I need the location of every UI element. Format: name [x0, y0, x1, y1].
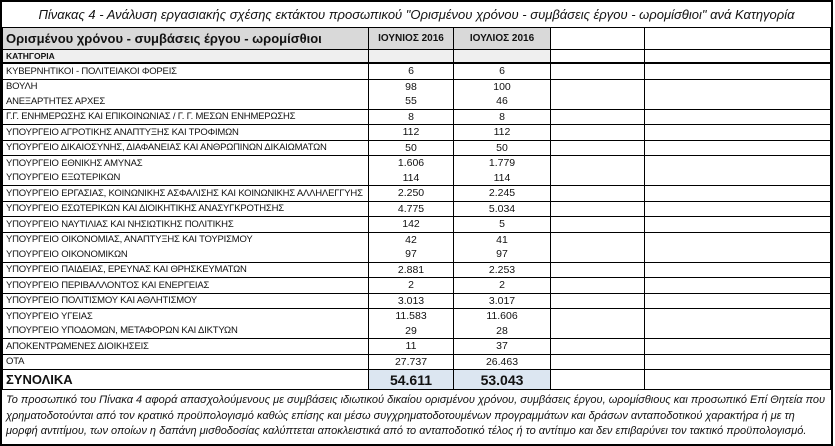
empty-column-header-2	[645, 28, 831, 50]
july-value: 50	[454, 140, 551, 156]
july-value: 3.017	[454, 293, 551, 309]
table-row	[3, 278, 831, 294]
empty-cell-2	[645, 293, 831, 309]
empty-cell-2	[645, 140, 831, 156]
empty-column-header-1	[551, 28, 645, 50]
empty-cell-1	[551, 324, 645, 339]
category-label: ΥΠΟΥΡΓΕΙΟ ΠΕΡΙΒΑΛΛΟΝΤΟΣ ΚΑΙ ΕΝΕΡΓΕΙΑΣ	[3, 278, 369, 294]
july-value: 5.034	[454, 201, 551, 217]
header-row	[3, 28, 831, 50]
category-label: ΚΥΒΕΡΝΗΤΙΚΟΙ - ΠΟΛΙΤΕΙΑΚΟΙ ΦΟΡΕΙΣ	[3, 63, 369, 79]
subheader-katigoria: ΚΑΤΗΓΟΡΙΑ	[3, 50, 369, 64]
subheader-empty-cell-1	[551, 50, 645, 64]
category-label: ΥΠΟΥΡΓΕΙΟ ΟΙΚΟΝΟΜΙΑΣ, ΑΝΑΠΤΥΞΗΣ ΚΑΙ ΤΟΥΡΙΣΜΟΥ	[3, 232, 369, 247]
table-row	[3, 232, 831, 247]
category-label: ΥΠΟΥΡΓΕΙΟ ΝΑΥΤΙΛΙΑΣ ΚΑΙ ΝΗΣΙΩΤΙΚΗΣ ΠΟΛΙΤΙΚΗΣ	[3, 217, 369, 233]
july-value: 2	[454, 278, 551, 294]
empty-cell-1	[551, 339, 645, 355]
category-label: ΥΠΟΥΡΓΕΙΟ ΥΓΕΙΑΣ	[3, 309, 369, 324]
empty-cell-1	[551, 293, 645, 309]
table-row	[3, 156, 831, 171]
empty-cell-1	[551, 278, 645, 294]
table-row	[3, 186, 831, 202]
empty-cell-2	[645, 156, 831, 171]
june-value: 98	[369, 79, 454, 94]
table-row	[3, 171, 831, 186]
june-value: 112	[369, 125, 454, 141]
empty-cell-2	[645, 309, 831, 324]
footnote: Το προσωπικό του Πίνακα 4 αφορά απασχολούμενους με συμβάσεις ιδιωτικού δικαίου ορισμένου χρόνου, συμβάσεις έργου, ωρομίσθιους και προσωπικό Επί Θητεία που χρηματοδοτούνται από τον κρατικό προϋπολογισμό καθώς επίσης και μέσω συγχρηματοδοτουμένων προγραμμάτων και δράσων ανταποδοτικού χαρακτήρα ή με τη μορφή αντιτίμου, των οποίων η δαπάνη μισθοδοσίας καλύπτεται αποκλειστικά από το ανταποδοτικό τέλος ή το αντίτιμο και δεν επιβαρύνει τον τακτικό προϋπολογισμό.	[6, 394, 825, 437]
table-body	[3, 63, 831, 390]
empty-cell-1	[551, 262, 645, 278]
june-value: 114	[369, 171, 454, 186]
june-value: 11.583	[369, 309, 454, 324]
totals-row	[3, 370, 831, 390]
category-label: ΥΠΟΥΡΓΕΙΟ ΑΓΡΟΤΙΚΗΣ ΑΝΑΠΤΥΞΗΣ ΚΑΙ ΤΡΟΦΙΜΩΝ	[3, 125, 369, 141]
table-row	[3, 262, 831, 278]
category-label: ΥΠΟΥΡΓΕΙΟ ΕΞΩΤΕΡΙΚΩΝ	[3, 171, 369, 186]
july-value: 112	[454, 125, 551, 141]
category-label: Γ.Γ. ΕΝΗΜΕΡΩΣΗΣ ΚΑΙ ΕΠΙΚΟΙΝΩΝΙΑΣ / Γ. Γ. ΜΕΣΩΝ ΕΝΗΜΕΡΩΣΗΣ	[3, 109, 369, 125]
june-value: 2.250	[369, 186, 454, 202]
empty-cell-1	[551, 186, 645, 202]
subheader-empty-cell-2	[645, 50, 831, 64]
june-value: 6	[369, 63, 454, 79]
empty-cell-1	[551, 156, 645, 171]
table-row	[3, 125, 831, 141]
empty-cell-1	[551, 354, 645, 370]
empty-cell-2	[645, 94, 831, 109]
july-value: 26.463	[454, 354, 551, 370]
june-value: 8	[369, 109, 454, 125]
table-row	[3, 140, 831, 156]
empty-cell-2	[645, 262, 831, 278]
empty-cell-1	[551, 109, 645, 125]
empty-cell-2	[645, 354, 831, 370]
empty-cell-2	[645, 186, 831, 202]
july-value: 97	[454, 247, 551, 262]
totals-july-value: 53.043	[454, 370, 551, 390]
table-row	[3, 293, 831, 309]
empty-cell-2	[645, 339, 831, 355]
category-label: ΥΠΟΥΡΓΕΙΟ ΕΘΝΙΚΗΣ ΑΜΥΝΑΣ	[3, 156, 369, 171]
july-value: 2.245	[454, 186, 551, 202]
empty-cell-1	[551, 140, 645, 156]
july-value: 41	[454, 232, 551, 247]
category-label: ΥΠΟΥΡΓΕΙΟ ΠΑΙΔΕΙΑΣ, ΕΡΕΥΝΑΣ ΚΑΙ ΘΡΗΣΚΕΥΜΑΤΩΝ	[3, 262, 369, 278]
totals-june-value: 54.611	[369, 370, 454, 390]
june-value: 50	[369, 140, 454, 156]
table-row	[3, 247, 831, 262]
category-label: ΟΤΑ	[3, 354, 369, 370]
july-value: 1.779	[454, 156, 551, 171]
empty-cell-1	[551, 232, 645, 247]
table-row	[3, 324, 831, 339]
june-value: 11	[369, 339, 454, 355]
empty-cell-2	[645, 201, 831, 217]
july-value: 46	[454, 94, 551, 109]
table-row	[3, 109, 831, 125]
empty-cell-2	[645, 217, 831, 233]
personnel-data-table	[2, 27, 831, 390]
empty-cell-2	[645, 79, 831, 94]
empty-cell-2	[645, 247, 831, 262]
category-label: ΥΠΟΥΡΓΕΙΟ ΕΣΩΤΕΡΙΚΩΝ ΚΑΙ ΔΙΟΙΚΗΤΙΚΗΣ ΑΝΑΣΥΓΚΡΟΤΗΣΗΣ	[3, 201, 369, 217]
table-row	[3, 79, 831, 94]
totals-label: ΣΥΝΟΛΙΚΑ	[3, 370, 369, 390]
june-value: 2	[369, 278, 454, 294]
category-label: ΥΠΟΥΡΓΕΙΟ ΥΠΟΔΟΜΩΝ, ΜΕΤΑΦΟΡΩΝ ΚΑΙ ΔΙΚΤΥΩΝ	[3, 324, 369, 339]
empty-cell-1	[551, 217, 645, 233]
column-header-category: Ορισμένου χρόνου - συμβάσεις έργου - ωρομίσθιοι	[3, 28, 369, 50]
table-row	[3, 94, 831, 109]
category-label: ΑΠΟΚΕΝΤΡΩΜΕΝΕΣ ΔΙΟΙΚΗΣΕΙΣ	[3, 339, 369, 355]
june-value: 97	[369, 247, 454, 262]
july-value: 5	[454, 217, 551, 233]
june-value: 29	[369, 324, 454, 339]
july-value: 8	[454, 109, 551, 125]
empty-cell-1	[551, 63, 645, 79]
table-title: Πίνακας 4 - Ανάλυση εργασιακής σχέσης εκτάκτου προσωπικού "Ορισμένου χρόνου - συμβάσεις έργου - ωρομίσθιοι" ανά Κατηγορία	[38, 7, 795, 22]
empty-cell-2	[645, 171, 831, 186]
june-value: 1.606	[369, 156, 454, 171]
june-value: 42	[369, 232, 454, 247]
category-label: ΒΟΥΛΗ	[3, 79, 369, 94]
category-label: ΥΠΟΥΡΓΕΙΟ ΠΟΛΙΤΙΣΜΟΥ ΚΑΙ ΑΘΛΗΤΙΣΜΟΥ	[3, 293, 369, 309]
column-header-july-2016: ΙΟΥΛΙΟΣ 2016	[454, 28, 551, 50]
category-label: ΥΠΟΥΡΓΕΙΟ ΟΙΚΟΝΟΜΙΚΩΝ	[3, 247, 369, 262]
june-value: 3.013	[369, 293, 454, 309]
empty-cell-2	[645, 324, 831, 339]
table-row	[3, 63, 831, 79]
empty-cell-2	[645, 63, 831, 79]
june-value: 27.737	[369, 354, 454, 370]
july-value: 37	[454, 339, 551, 355]
empty-cell-1	[551, 309, 645, 324]
june-value: 142	[369, 217, 454, 233]
june-value: 2.881	[369, 262, 454, 278]
table-row	[3, 339, 831, 355]
july-value: 114	[454, 171, 551, 186]
subheader-june-cell	[369, 50, 454, 64]
table-row	[3, 201, 831, 217]
empty-cell-1	[551, 201, 645, 217]
table-row	[3, 217, 831, 233]
table-row	[3, 354, 831, 370]
subheader-row	[3, 50, 831, 64]
table-row	[3, 309, 831, 324]
empty-cell-1	[551, 247, 645, 262]
empty-cell-2	[645, 125, 831, 141]
empty-cell-2	[645, 278, 831, 294]
july-value: 2.253	[454, 262, 551, 278]
july-value: 6	[454, 63, 551, 79]
empty-cell-2	[645, 232, 831, 247]
empty-cell-1	[551, 94, 645, 109]
empty-cell-1	[551, 79, 645, 94]
category-label: ΑΝΕΞΑΡΤΗΤΕΣ ΑΡΧΕΣ	[3, 94, 369, 109]
totals-empty-cell-2	[645, 370, 831, 390]
empty-cell-1	[551, 171, 645, 186]
category-label: ΥΠΟΥΡΓΕΙΟ ΔΙΚΑΙΟΣΥΝΗΣ, ΔΙΑΦΑΝΕΙΑΣ ΚΑΙ ΑΝΘΡΩΠΙΝΩΝ ΔΙΚΑΙΩΜΑΤΩΝ	[3, 140, 369, 156]
totals-empty-cell-1	[551, 370, 645, 390]
june-value: 55	[369, 94, 454, 109]
column-header-june-2016: ΙΟΥΝΙΟΣ 2016	[369, 28, 454, 50]
category-label: ΥΠΟΥΡΓΕΙΟ ΕΡΓΑΣΙΑΣ, ΚΟΙΝΩΝΙΚΗΣ ΑΣΦΑΛΙΣΗΣ ΚΑΙ ΚΟΙΝΩΝΙΚΗΣ ΑΛΛΗΛΕΓΓΥΗΣ	[3, 186, 369, 202]
june-value: 4.775	[369, 201, 454, 217]
subheader-july-cell	[454, 50, 551, 64]
empty-cell-1	[551, 125, 645, 141]
empty-cell-2	[645, 109, 831, 125]
july-value: 28	[454, 324, 551, 339]
july-value: 100	[454, 79, 551, 94]
july-value: 11.606	[454, 309, 551, 324]
